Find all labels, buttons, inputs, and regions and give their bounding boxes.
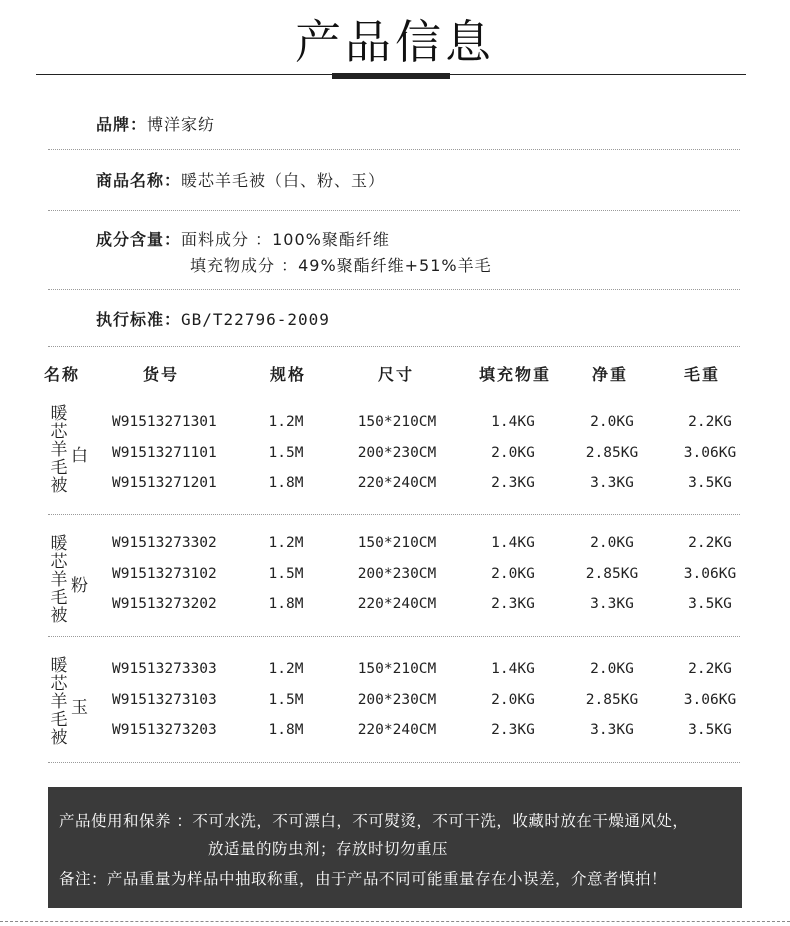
cell-code: W91513273302 [112, 535, 217, 551]
divider [48, 346, 740, 347]
header-name: 名称 [43, 365, 80, 384]
cell-spec: 1.5M [268, 445, 304, 461]
cell-code: W91513273202 [112, 596, 217, 612]
table-row [0, 535, 790, 565]
cell-spec: 1.2M [268, 661, 304, 677]
table-row [0, 566, 790, 596]
cell-code: W91513271201 [112, 475, 217, 491]
cell-gross: 2.2KG [688, 414, 732, 430]
standard-value: GB/T22796-2009 [181, 310, 330, 329]
table-row [0, 722, 790, 752]
care-instructions-box [48, 787, 742, 908]
color-label: 粉 [71, 576, 88, 596]
product-name-value: 暖芯羊毛被（白、粉、玉） [181, 171, 386, 190]
product-name-label: 商品名称： [96, 171, 182, 190]
cell-spec: 1.5M [268, 692, 304, 708]
cell-size: 150*210CM [357, 535, 437, 551]
cell-fill: 2.3KG [491, 722, 535, 738]
cell-net: 2.0KG [590, 535, 634, 551]
care-line-2: 放适量的防虫剂；存放时切勿重压 [208, 840, 449, 858]
name-char: 被 [50, 606, 68, 626]
cell-net: 3.3KG [590, 475, 634, 491]
cell-size: 220*240CM [357, 475, 437, 491]
divider [48, 762, 740, 763]
composition-line1: 面料成分 ：100%聚酯纤维 [181, 230, 390, 249]
cell-fill: 1.4KG [491, 414, 535, 430]
care-note: 备注：产品重量为样品中抽取称重，由于产品不同可能重量存在小误差，介意者慎拍！ [59, 870, 668, 888]
name-char: 暖 [50, 534, 68, 554]
cell-spec: 1.2M [268, 535, 304, 551]
cell-fill: 2.0KG [491, 692, 535, 708]
cell-fill: 2.0KG [491, 566, 535, 582]
table-row [0, 692, 790, 722]
composition-row-2 [190, 253, 492, 279]
brand-row [96, 112, 215, 138]
cell-spec: 1.8M [268, 596, 304, 612]
page-title: 产品信息 [295, 15, 495, 69]
header-fill-weight: 填充物重 [478, 365, 551, 384]
cell-size: 200*230CM [357, 692, 437, 708]
composition-label: 成分含量： [96, 230, 182, 249]
cell-net: 2.85KG [585, 445, 639, 461]
table-row [0, 596, 790, 626]
color-label: 玉 [71, 698, 88, 718]
composition-row [96, 227, 390, 253]
cell-fill: 2.3KG [491, 596, 535, 612]
name-char: 芯 [50, 674, 68, 694]
divider [48, 149, 740, 150]
table-row [0, 414, 790, 444]
cell-code: W91513273203 [112, 722, 217, 738]
cell-spec: 1.2M [268, 414, 304, 430]
name-char: 毛 [50, 458, 68, 478]
standard-row [96, 307, 330, 333]
product-name-row [96, 168, 385, 194]
bottom-divider [0, 921, 790, 922]
cell-code: W91513271101 [112, 445, 217, 461]
cell-fill: 2.3KG [491, 475, 535, 491]
cell-size: 200*230CM [357, 445, 437, 461]
cell-size: 220*240CM [357, 596, 437, 612]
name-char: 毛 [50, 710, 68, 730]
cell-code: W91513271301 [112, 414, 217, 430]
divider [48, 636, 740, 637]
name-char: 芯 [50, 422, 68, 442]
name-char: 被 [50, 728, 68, 748]
cell-net: 3.3KG [590, 596, 634, 612]
cell-code: W91513273102 [112, 566, 217, 582]
name-char: 暖 [50, 656, 68, 676]
table-row [0, 661, 790, 694]
cell-gross: 2.2KG [688, 661, 732, 677]
cell-net: 2.85KG [585, 692, 639, 708]
brand-label: 品牌： [96, 115, 148, 134]
title-accent-bar [332, 73, 450, 79]
cell-fill: 2.0KG [491, 445, 535, 461]
cell-code: W91513273103 [112, 692, 217, 708]
name-char: 毛 [50, 588, 68, 608]
cell-gross: 3.5KG [688, 475, 732, 491]
name-char: 羊 [50, 440, 68, 460]
divider [48, 210, 740, 211]
table-row [0, 475, 790, 505]
cell-gross: 3.06KG [683, 692, 737, 708]
header-code: 货号 [142, 365, 179, 384]
cell-spec: 1.8M [268, 722, 304, 738]
brand-value: 博洋家纺 [147, 115, 216, 134]
cell-code: W91513273303 [112, 661, 217, 677]
cell-gross: 3.5KG [688, 722, 732, 738]
cell-spec: 1.5M [268, 566, 304, 582]
header-size: 尺寸 [377, 365, 414, 384]
color-label: 白 [71, 446, 88, 466]
name-char: 芯 [50, 552, 68, 572]
cell-net: 2.85KG [585, 566, 639, 582]
cell-net: 2.0KG [590, 661, 634, 677]
care-line-1: 产品使用和保养 ：不可水洗，不可漂白，不可熨烫，不可干洗，收藏时放在干燥通风处， [59, 812, 689, 830]
composition-line2: 填充物成分 ：49%聚酯纤维+51%羊毛 [190, 256, 492, 275]
header-gross-weight: 毛重 [683, 365, 720, 384]
cell-net: 3.3KG [590, 722, 634, 738]
cell-size: 150*210CM [357, 661, 437, 677]
divider [48, 514, 740, 515]
divider [48, 289, 740, 290]
name-char: 暖 [50, 404, 68, 424]
name-char: 被 [50, 476, 68, 496]
cell-gross: 3.5KG [688, 596, 732, 612]
table-row [0, 445, 790, 478]
header-net-weight: 净重 [591, 365, 628, 384]
cell-net: 2.0KG [590, 414, 634, 430]
cell-gross: 2.2KG [688, 535, 732, 551]
cell-size: 150*210CM [357, 414, 437, 430]
cell-size: 220*240CM [357, 722, 437, 738]
standard-label: 执行标准： [96, 310, 182, 329]
table-header [0, 362, 790, 390]
cell-fill: 1.4KG [491, 535, 535, 551]
cell-gross: 3.06KG [683, 566, 737, 582]
cell-size: 200*230CM [357, 566, 437, 582]
header-spec: 规格 [269, 365, 306, 384]
name-char: 羊 [50, 570, 68, 590]
cell-spec: 1.8M [268, 475, 304, 491]
cell-gross: 3.06KG [683, 445, 737, 461]
cell-fill: 1.4KG [491, 661, 535, 677]
name-char: 羊 [50, 692, 68, 712]
